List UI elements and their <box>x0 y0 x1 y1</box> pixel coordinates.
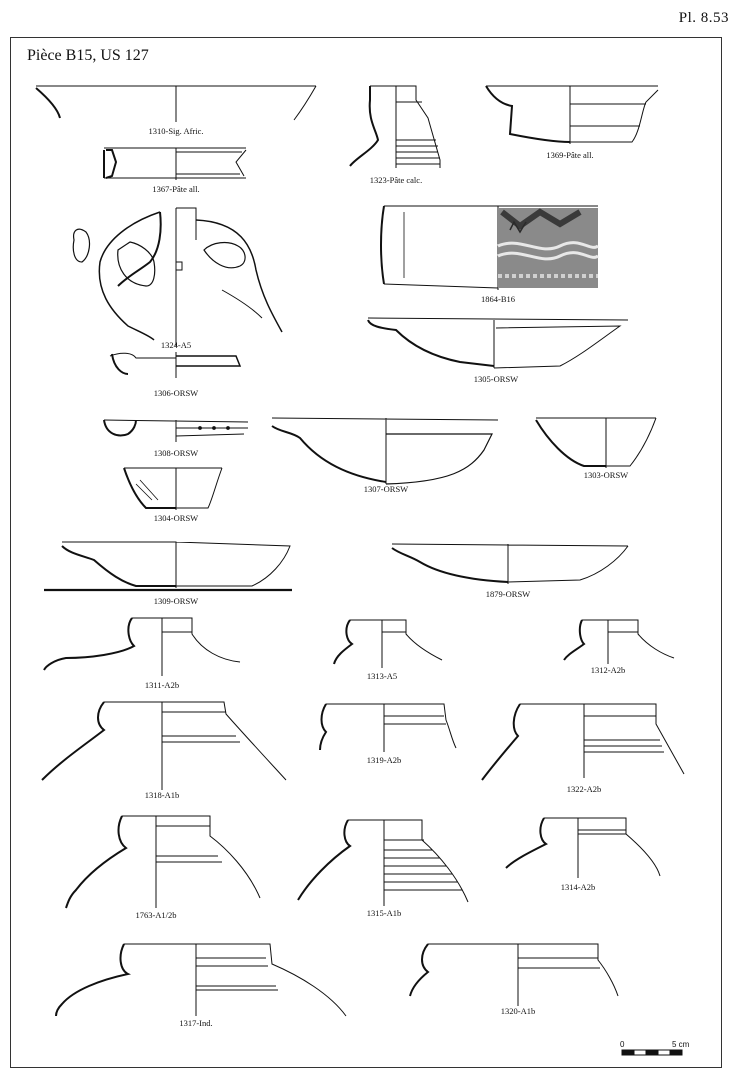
plate-number: Pl. 8.53 <box>678 10 729 26</box>
sherd-1308-drawing <box>104 420 248 442</box>
sherd-1320-drawing <box>410 944 618 1006</box>
sherd-1311-drawing <box>44 618 240 676</box>
sherd-label: 1322-A2b <box>566 784 602 794</box>
sherd-label: 1879-ORSW <box>485 589 531 599</box>
sherd-label: 1306-ORSW <box>153 388 199 398</box>
sherd-1310-drawing <box>36 86 316 122</box>
sherd-1763-drawing <box>66 816 260 908</box>
scale-end-label: 5 cm <box>672 1040 690 1049</box>
sherd-1317-drawing <box>56 944 346 1016</box>
sherd-label: 1304-ORSW <box>153 513 199 523</box>
sherd-label: 1313-A5 <box>366 671 398 681</box>
sherd-label: 1308-ORSW <box>153 448 199 458</box>
sherd-label: 1312-A2b <box>590 665 626 675</box>
sherd-1315-drawing <box>298 820 468 906</box>
sherd-1864-drawing <box>381 206 598 290</box>
sherd-label: 1318-A1b <box>144 790 180 800</box>
sherd-label: 1314-A2b <box>560 882 596 892</box>
sherd-label: 1305-ORSW <box>473 374 519 384</box>
sherd-label: 1369-Pâte all. <box>546 150 594 160</box>
sherd-1306-drawing <box>110 352 240 378</box>
sherd-label: 1309-ORSW <box>153 596 199 606</box>
sherd-label: 1320-A1b <box>500 1006 536 1016</box>
sherd-1307-drawing <box>272 418 498 484</box>
sherd-1304-drawing <box>124 468 222 510</box>
sherd-label: 1317-Ind. <box>179 1018 213 1028</box>
section-title: Pièce B15, US 127 <box>27 47 149 64</box>
sherd-label: 1367-Pâte all. <box>152 184 200 194</box>
sherd-label: 1324-A5 <box>160 340 192 350</box>
sherd-1879-drawing <box>392 544 628 584</box>
sherd-1305-drawing <box>368 318 628 368</box>
sherd-label: 1315-A1b <box>366 908 402 918</box>
sherd-1324-drawing <box>73 208 282 346</box>
scale-start-label: 0 <box>620 1040 625 1049</box>
scale-bar-graphic <box>622 1050 682 1055</box>
sherd-1313-drawing <box>334 620 442 668</box>
sherd-label: 1323-Pâte calc. <box>369 175 423 185</box>
sherd-1309-drawing <box>44 542 292 590</box>
sherd-1369-drawing <box>486 86 658 144</box>
sherd-label: 1864-B16 <box>481 294 515 304</box>
sherd-label: 1310-Sig. Afric. <box>148 126 204 136</box>
sherd-label: 1303-ORSW <box>583 470 629 480</box>
sherd-1314-drawing <box>506 818 660 878</box>
sherd-1323-drawing <box>350 86 440 168</box>
sherd-1322-drawing <box>482 704 684 780</box>
sherd-label: 1311-A2b <box>144 680 180 690</box>
sherd-1319-drawing <box>320 704 456 752</box>
sherd-1312-drawing <box>564 620 674 664</box>
sherd-1303-drawing <box>536 418 656 468</box>
sherd-1318-drawing <box>42 702 286 790</box>
sherd-label: 1763-A1/2b <box>135 910 177 920</box>
sherd-label: 1307-ORSW <box>363 484 409 494</box>
sherd-label: 1319-A2b <box>366 755 402 765</box>
sherd-1367-drawing <box>104 148 246 180</box>
